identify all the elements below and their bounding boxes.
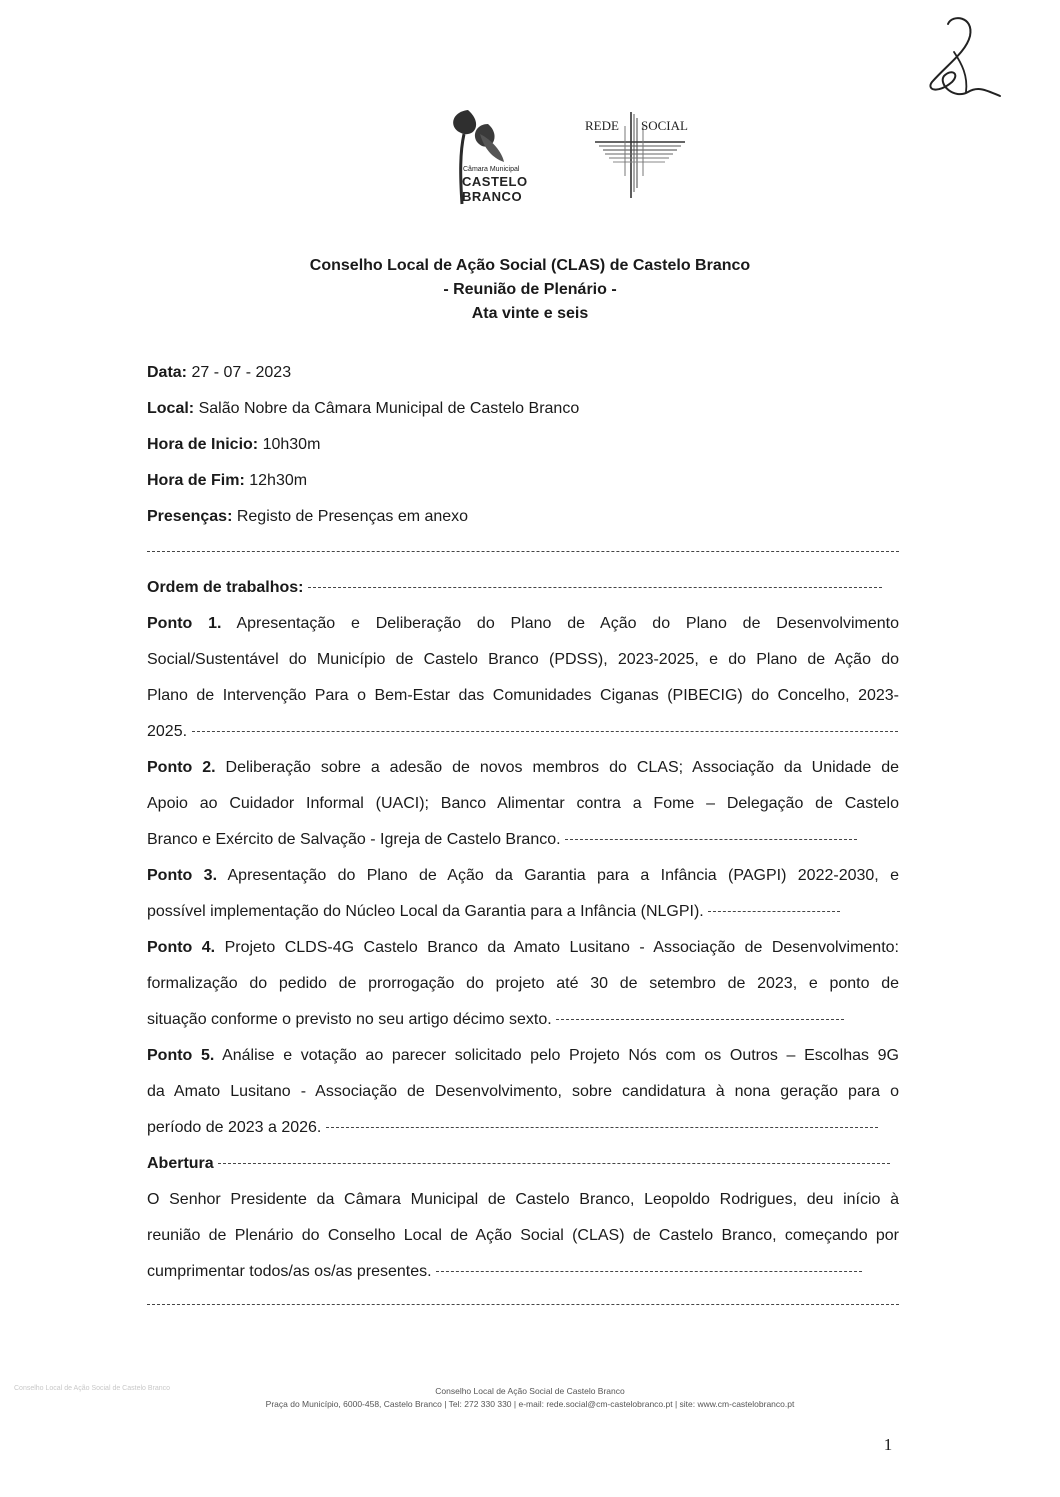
ponto-2-line-1 — [147, 758, 899, 778]
meta-inicio-label: Hora de Inicio: — [147, 436, 259, 453]
ponto-1-text: Apresentação e Deliberação do Plano de Ação do Plano de Desenvolvimento — [221, 615, 900, 632]
abertura-label: Abertura — [147, 1155, 214, 1172]
ponto-3-label: Ponto 3. — [147, 867, 218, 884]
abertura-line-2: reunião de Plenário do Conselho Local de Ação Social (CLAS) de Castelo Branco, começando por — [147, 1227, 899, 1244]
ponto-1-end: 2025. — [147, 723, 188, 740]
dash-fill — [218, 1163, 890, 1164]
ponto-3-end: possível implementação do Núcleo Local da Garantia para a Infância (NLGPI). — [147, 903, 704, 920]
ponto-4-text: Projeto CLDS-4G Castelo Branco da Amato Lusitano - Associação de Desenvolvimento: — [215, 939, 899, 956]
meta-inicio-value: 10h30m — [258, 436, 321, 453]
page-number: 1 — [883, 1435, 893, 1454]
meta-local-label: Local: — [147, 400, 195, 417]
dash-fill — [436, 1271, 862, 1272]
logo-cm-small-text: Câmara Municipal — [463, 166, 520, 173]
meta-data-value: 27 - 07 - 2023 — [187, 364, 292, 381]
logo-rs-left-text: REDE — [585, 118, 619, 133]
ponto-4-end: situação conforme o previsto no seu artigo décimo sexto. — [147, 1011, 552, 1028]
footer-faint-text: Conselho Local de Ação Social de Castelo Branco — [14, 1385, 171, 1392]
ponto-1-line-1 — [147, 614, 899, 634]
abertura-line-1: O Senhor Presidente da Câmara Municipal de Castelo Branco, Leopoldo Rodrigues, deu início à — [147, 1191, 899, 1208]
meta-hora-inicio — [147, 435, 320, 455]
ponto-3-line-2 — [147, 902, 899, 922]
ponto-5-end: período de 2023 a 2026. — [147, 1119, 322, 1136]
meta-local-value: Salão Nobre da Câmara Municipal de Castelo Branco — [194, 400, 580, 417]
dash-fill — [308, 587, 882, 588]
separator-line-end — [147, 1304, 899, 1305]
ponto-4-line-2: formalização do pedido de prorrogação do projeto até 30 de setembro de 2023, e ponto de — [147, 975, 899, 992]
dash-fill — [192, 731, 898, 732]
dash-fill — [326, 1127, 878, 1128]
ponto-1-line-3: Plano de Intervenção Para o Bem-Estar das Comunidades Ciganas (PIBECIG) do Concelho, 2023- — [147, 687, 899, 704]
ata-number: Ata vinte e seis — [471, 305, 589, 322]
document-subtitle: - Reunião de Plenário - — [443, 281, 617, 298]
handwritten-initial-mark — [908, 12, 1008, 108]
ponto-1-label: Ponto 1. — [147, 615, 222, 632]
meta-local — [147, 399, 579, 419]
ponto-4-line-1 — [147, 938, 899, 958]
dash-fill — [556, 1019, 844, 1020]
ponto-1-line-4 — [147, 722, 899, 742]
meta-presencas-label: Presenças: — [147, 508, 233, 525]
document-title: Conselho Local de Ação Social (CLAS) de Castelo Branco — [309, 257, 751, 274]
meta-data-label: Data: — [147, 364, 188, 381]
camara-municipal-logo — [440, 104, 560, 214]
ponto-2-line-3 — [147, 830, 899, 850]
rede-social-logo — [585, 112, 703, 204]
footer-org: Conselho Local de Ação Social de Castelo Branco — [435, 1386, 625, 1396]
abertura-line-3 — [147, 1262, 899, 1282]
abertura-heading — [147, 1154, 899, 1174]
ponto-2-label: Ponto 2. — [147, 759, 216, 776]
meta-fim-value: 12h30m — [244, 472, 308, 489]
ponto-3-text: Apresentação do Plano de Ação da Garantia para a Infância (PAGPI) 2022-2030, e — [217, 867, 900, 884]
logo-cm-line1: CASTELO — [462, 174, 528, 189]
ponto-5-label: Ponto 5. — [147, 1047, 215, 1064]
meta-presencas — [147, 507, 468, 527]
dash-fill — [708, 911, 840, 912]
ponto-3-line-1 — [147, 866, 899, 886]
ponto-2-text: Deliberação sobre a adesão de novos membros do CLAS; Associação da Unidade de — [215, 759, 899, 776]
dash-fill — [565, 839, 857, 840]
separator-line — [147, 551, 899, 552]
ponto-5-line-2: da Amato Lusitano - Associação de Desenvolvimento, sobre candidatura à nona geração para o — [147, 1083, 899, 1100]
meta-fim-label: Hora de Fim: — [147, 472, 245, 489]
logo-rs-right-text: SOCIAL — [641, 118, 688, 133]
ponto-5-text: Análise e votação ao parecer solicitado pelo Projeto Nós com os Outros – Escolhas 9G — [214, 1047, 899, 1064]
meta-presencas-value: Registo de Presenças em anexo — [232, 508, 469, 525]
ponto-2-line-2: Apoio ao Cuidador Informal (UACI); Banco Alimentar contra a Fome – Delegação de Castelo — [147, 795, 899, 812]
logo-cm-line2: BRANCO — [462, 189, 523, 204]
ponto-1-line-2: Social/Sustentável do Município de Castelo Branco (PDSS), 2023-2025, e do Plano de Ação do — [147, 651, 899, 668]
ponto-5-line-1 — [147, 1046, 899, 1066]
meta-hora-fim — [147, 471, 307, 491]
meta-data — [147, 363, 291, 383]
ponto-5-line-3 — [147, 1118, 899, 1138]
ponto-4-line-3 — [147, 1010, 899, 1030]
ordem-label: Ordem de trabalhos: — [147, 579, 304, 596]
ponto-4-label: Ponto 4. — [147, 939, 216, 956]
ordem-heading — [147, 578, 899, 598]
abertura-end: cumprimentar todos/as os/as presentes. — [147, 1263, 432, 1280]
ponto-2-end: Branco e Exército de Salvação - Igreja de Castelo Branco. — [147, 831, 561, 848]
footer-contacts: Praça do Município, 6000-458, Castelo Branco | Tel: 272 330 330 | e-mail: rede.social@cm-castelobranco.pt | site: www.cm-castelobranco.pt — [265, 1399, 795, 1409]
